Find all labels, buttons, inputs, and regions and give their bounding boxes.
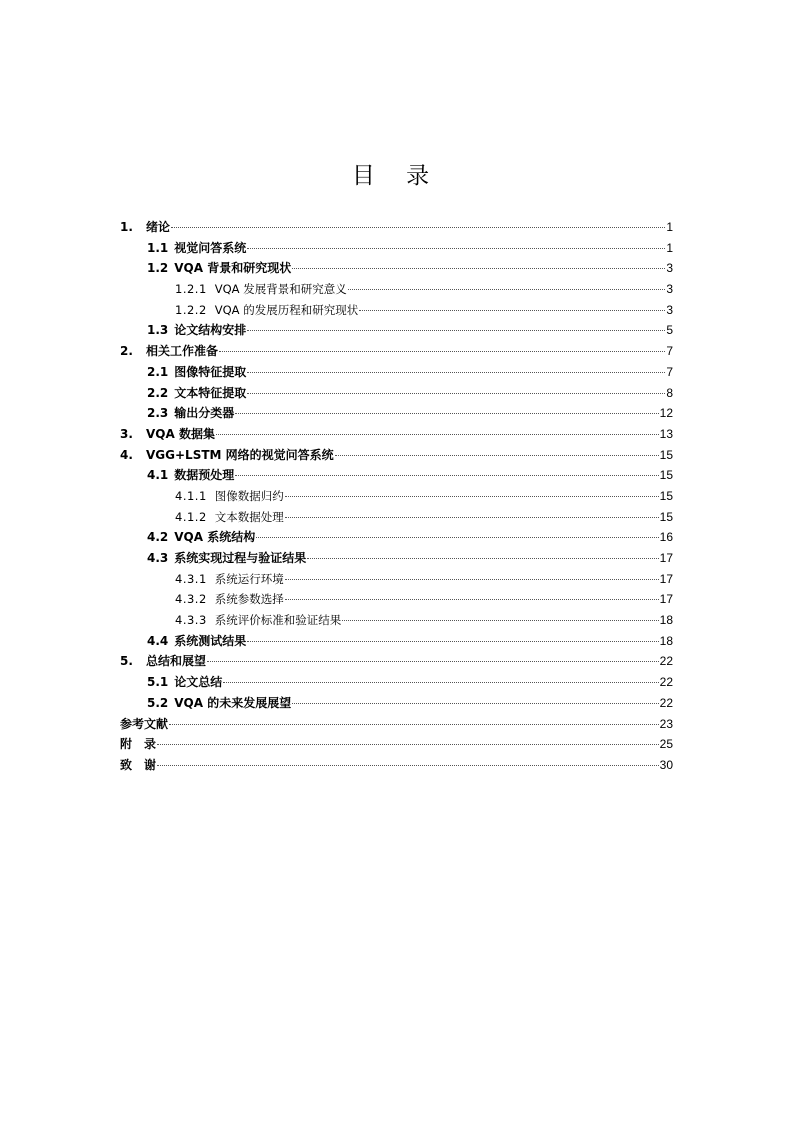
toc-entry-number: 4. [120, 447, 133, 462]
toc-entry-number: 2.3 [147, 406, 169, 421]
toc-entry-label: VQA 背景和研究现状 [174, 261, 292, 276]
dot-leader [247, 641, 658, 642]
toc-entry-label: 论文结构安排 [174, 323, 247, 338]
toc-entry-number: 5.1 [147, 675, 169, 690]
toc-entry[interactable] [120, 672, 673, 693]
dot-leader [247, 393, 665, 394]
toc-entry-number: 1.3 [147, 323, 169, 338]
toc-entry-page-number: 22 [659, 675, 673, 690]
toc-entry[interactable] [120, 362, 673, 383]
dot-leader [235, 475, 658, 476]
toc-entry-page-number: 22 [659, 695, 673, 710]
dot-leader [169, 724, 659, 725]
toc-entry-page-number: 1 [666, 240, 673, 255]
dot-leader [285, 517, 659, 518]
toc-entry[interactable] [120, 755, 673, 776]
dot-leader [207, 661, 659, 662]
toc-entry[interactable] [120, 527, 673, 548]
toc-entry[interactable] [120, 651, 673, 672]
toc-entry-label: 论文总结 [174, 675, 223, 690]
dot-leader [247, 248, 665, 249]
toc-entry-number: 4.3.1 [175, 571, 207, 586]
toc-entry-page-number: 17 [659, 551, 673, 565]
dot-leader [216, 434, 659, 435]
dot-leader [171, 227, 665, 228]
toc-entry-label: VQA 系统结构 [174, 530, 256, 545]
toc-entry-number: 4.1.2 [175, 509, 207, 524]
toc-entry-page-number: 5 [666, 323, 673, 338]
toc-entry-number: 2.2 [147, 385, 169, 400]
dot-leader [235, 413, 658, 414]
toc-entry-label: 系统评价标准和验证结果 [214, 613, 342, 628]
toc-entry-label: VQA 的发展历程和研究现状 [214, 302, 359, 317]
dot-leader [292, 703, 658, 704]
toc-entry[interactable] [120, 383, 673, 404]
toc-entry-number: 5. [120, 654, 133, 669]
toc-entry-page-number: 3 [666, 302, 673, 317]
toc-entry-number: 1.1 [147, 240, 169, 255]
toc-entry[interactable] [120, 486, 673, 507]
toc-entry-number: 4.2 [147, 530, 169, 545]
dot-leader [342, 620, 658, 621]
toc-entry[interactable] [120, 424, 673, 445]
toc-entry-page-number: 17 [659, 571, 673, 586]
toc-entry-label: 系统实现过程与验证结果 [174, 551, 307, 565]
toc-entry-label: 文本数据处理 [214, 509, 284, 524]
toc-entry-label: 系统运行环境 [214, 571, 284, 586]
toc-entry-number: 1. [120, 220, 133, 234]
toc-entry-page-number: 1 [666, 220, 673, 234]
toc-entry-page-number: 16 [659, 530, 673, 545]
toc-entry-page-number: 23 [659, 716, 673, 731]
toc-entry[interactable] [120, 589, 673, 610]
toc-entry-label: VQA 数据集 [146, 426, 215, 441]
toc-entry-page-number: 7 [666, 364, 673, 379]
dot-leader [285, 579, 659, 580]
toc-entry-label: 图像特征提取 [174, 364, 247, 379]
toc-entry-number: 2.1 [147, 364, 169, 379]
toc-entry-page-number: 15 [659, 488, 673, 503]
toc-entry-label: 绪论 [146, 220, 171, 234]
dot-leader [223, 682, 658, 683]
page-title: 目 录 [351, 163, 442, 189]
toc-entry[interactable] [120, 569, 673, 590]
toc-entry[interactable] [120, 217, 673, 238]
toc-entry[interactable] [120, 238, 673, 259]
toc-entry-label: 系统参数选择 [214, 592, 284, 607]
toc-entry[interactable] [120, 300, 673, 321]
toc-entry-label: 总结和展望 [146, 654, 207, 669]
toc-entry[interactable] [120, 445, 673, 466]
toc-entry-number: 4.4 [147, 633, 169, 648]
toc-entry-label: 相关工作准备 [146, 344, 219, 359]
dot-leader [285, 599, 659, 600]
toc-entry-number: 3. [120, 426, 133, 441]
toc-entry-label: 附 录 [120, 737, 157, 752]
toc-entry[interactable] [120, 734, 673, 755]
dot-leader [292, 268, 665, 269]
dot-leader [256, 537, 658, 538]
toc-entry[interactable] [120, 714, 673, 735]
toc-entry-number: 4.3.3 [175, 613, 207, 628]
toc-entry-number: 4.1 [147, 468, 169, 483]
toc-entry-number: 4.3 [147, 551, 169, 565]
dot-leader [359, 310, 665, 311]
toc-entry-label: 文本特征提取 [174, 385, 247, 400]
toc-entry-label: 数据预处理 [174, 468, 235, 483]
toc-entry[interactable] [120, 693, 673, 714]
toc-entry-page-number: 13 [659, 426, 673, 441]
toc-entry[interactable] [120, 279, 673, 300]
toc-entry-page-number: 18 [659, 633, 673, 648]
toc-entry-label: 致 谢 [120, 757, 157, 772]
toc-entry-number: 1.2 [147, 261, 169, 276]
dot-leader [335, 455, 659, 456]
toc-entry-page-number: 25 [659, 737, 673, 752]
toc-entry[interactable] [120, 507, 673, 528]
toc-entry[interactable] [120, 258, 673, 279]
toc-entry-number: 4.1.1 [175, 488, 207, 503]
dot-leader [157, 765, 659, 766]
toc-entry-page-number: 17 [659, 592, 673, 607]
toc-entry-number: 2. [120, 344, 133, 359]
toc-entry[interactable] [120, 548, 673, 569]
toc-entry-page-number: 15 [659, 447, 673, 462]
dot-leader [219, 351, 665, 352]
toc-entry-page-number: 3 [666, 261, 673, 276]
dot-leader [348, 289, 666, 290]
table-of-contents [120, 217, 673, 776]
dot-leader [157, 744, 659, 745]
toc-entry-label: 参考文献 [120, 716, 169, 731]
toc-entry-page-number: 7 [666, 344, 673, 359]
toc-entry[interactable] [120, 465, 673, 486]
toc-entry-page-number: 18 [659, 613, 673, 628]
toc-entry-page-number: 15 [659, 468, 673, 483]
toc-entry[interactable] [120, 341, 673, 362]
toc-entry[interactable] [120, 403, 673, 424]
toc-entry[interactable] [120, 631, 673, 652]
toc-entry-page-number: 15 [659, 509, 673, 524]
toc-entry-number: 5.2 [147, 695, 169, 710]
toc-entry-label: 视觉问答系统 [174, 240, 247, 255]
toc-entry-label: VGG+LSTM 网络的视觉问答系统 [146, 447, 334, 462]
dot-leader [307, 558, 658, 559]
toc-entry-number: 1.2.1 [175, 282, 207, 297]
dot-leader [247, 372, 665, 373]
toc-entry-page-number: 30 [659, 757, 673, 772]
toc-entry-label: 系统测试结果 [174, 633, 247, 648]
toc-entry-label: VQA 的未来发展展望 [174, 695, 292, 710]
toc-entry[interactable] [120, 610, 673, 631]
toc-entry-label: 图像数据归约 [214, 488, 284, 503]
toc-entry-label: VQA 发展背景和研究意义 [214, 282, 347, 297]
toc-entry[interactable] [120, 320, 673, 341]
toc-entry-number: 1.2.2 [175, 302, 207, 317]
toc-entry-number: 4.3.2 [175, 592, 207, 607]
dot-leader [285, 496, 659, 497]
dot-leader [247, 330, 665, 331]
toc-entry-page-number: 8 [666, 385, 673, 400]
toc-entry-page-number: 12 [659, 406, 673, 421]
toc-entry-page-number: 22 [659, 654, 673, 669]
toc-entry-page-number: 3 [666, 282, 673, 297]
toc-entry-label: 输出分类器 [174, 406, 235, 421]
